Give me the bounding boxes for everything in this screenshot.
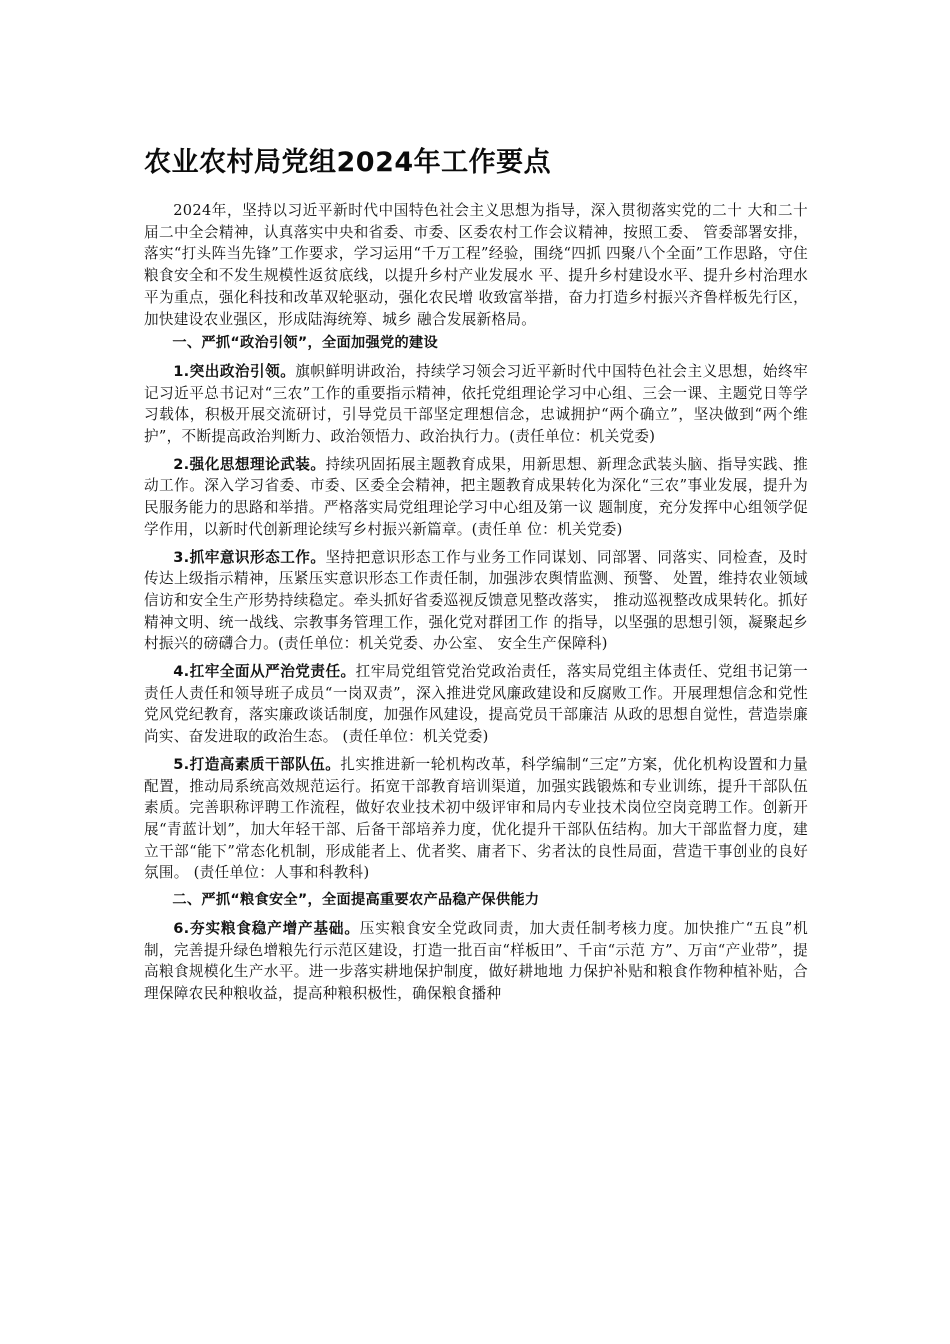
item-6 [144, 918, 808, 1005]
item-2 [144, 454, 808, 541]
item-1 [144, 361, 808, 448]
item-3-lead: 3.抓牢意识形态工作。 [173, 548, 326, 566]
item-5-text: 扎实推进新一轮机构改革，科学编制“三定”方案，优化机构设置和力量配置，推动局系统高效规范运行。拓宽干部教育培训渠道，加强实践锻炼和专业训练，提升干部队伍素质。完善职称评聘工作流程，做好农业技术初中级评审和局内专业技术岗位空岗竞聘工作。创新开展“青蓝计划”，加大年轻干部、后备干部培养力度，优化提升干部队伍结构。加大干部监督力度，建立干部“能下”常态化机制，形成能者上、优者奖、庸者下、劣者汰的良性局面，营造干事创业的良好氛围。 (责任单位：人事和科教科) [144, 755, 808, 882]
section-2-heading: 二、严抓“粮食安全”，全面提高重要农产品稳产保供能力 [172, 892, 540, 909]
item-3-text: 坚持把意识形态工作与业务工作同谋划、同部署、同落实、同检查，及时传达上级指示精神，压紧压实意识形态工作责任制，加强涉农舆情监测、预警、 处置，维持农业领域信访和安全生产形势持续稳定。牵头抓好省委巡视反馈意见整改落实， 推动巡视整改成果转化。抓好精神文明、统一战线、宗教事务管理工作，强化党对群团工作 的指导，以坚强的思想引领，凝聚起乡村振兴的磅礴合力。(责任单位：机关党委、办公室、 安全生产保障科) [144, 548, 808, 653]
item-6-lead: 6.夯实粮食稳产增产基础。 [173, 919, 360, 937]
item-5-lead: 5.打造高素质干部队伍。 [173, 755, 341, 773]
item-3 [144, 547, 808, 656]
item-2-text: 持续巩固拓展主题教育成果，用新思想、新理念武装头脑、指导实践、推动工作。深入学习省委、市委、区委全会精神，把主题教育成果转化为深化“三农”事业发展，提升为民服务能力的思路和举措。严格落实局党组理论学习中心组及第一议 题制度，充分发挥中心组领学促学作用，以新时代创新理论续写乡村振兴新篇章。(责任单 位：机关党委) [144, 455, 808, 538]
item-5 [144, 754, 808, 884]
section-1-heading: 一、严抓“政治引领”，全面加强党的建设 [172, 335, 438, 352]
item-6-text: 压实粮食安全党政同责，加大责任制考核力度。加快推广“五良”机制，完善提升绿色增粮先行示范区建设，打造一批百亩“样板田”、千亩“示范 方”、万亩“产业带”，提高粮食规模化生产水平。进一步落实耕地保护制度，做好耕地地 力保护补贴和粮食作物种植补贴，合理保障农民种粮收益，提高种粮积极性，确保粮食播种 [144, 919, 808, 1002]
intro-paragraph: 2024年，坚持以习近平新时代中国特色社会主义思想为指导，深入贯彻落实党的二十 大和二十届二中全会精神，认真落实中央和省委、市委、区委农村工作会议精神，按照工委、 管委部署安排，落实“打头阵当先锋”工作要求，学习运用“千万工程”经验，围绕“四抓 四聚八个全面”工作思路，守住粮食安全和不发生规模性返贫底线，以提升乡村产业发展水 平、提升乡村建设水平、提升乡村治理水平为重点，强化科技和改革双轮驱动，强化农民增 收致富举措，奋力打造乡村振兴齐鲁样板先行区，加快建设农业强区，形成陆海统筹、城乡 融合发展新格局。 [144, 202, 808, 328]
item-1-lead: 1.突出政治引领。 [173, 362, 296, 380]
item-2-lead: 2.强化思想理论武装。 [173, 455, 326, 473]
item-4-text: 扛牢局党组管党治党政治责任，落实局党组主体责任、党组书记第一责任人责任和领导班子成员“一岗双责”，深入推进党风廉政建设和反腐败工作。开展理想信念和党性党风党纪教育，落实廉政谈话制度，加强作风建设，提高党员干部廉洁 从政的思想自觉性，营造崇廉尚实、奋发进取的政治生态。 (责任单位：机关党委) [144, 663, 808, 746]
item-4-lead: 4.扛牢全面从严治党责任。 [173, 663, 356, 681]
document-body [144, 200, 808, 1011]
item-1-text: 旗帜鲜明讲政治，持续学习领会习近平新时代中国特色社会主义思想，始终牢记习近平总书记对“三农”工作的重要指示精神，依托党组理论学习中心组、三会一课、主题党日等学习载体，积极开展交流研讨，引导党员干部坚定理想信念，忠诚拥护“两个确立”，坚决做到“两个维护”，不断提高政治判断力、政治领悟力、政治执行力。(责任单位：机关党委) [144, 362, 808, 446]
item-4 [144, 661, 808, 748]
document-title: 农业农村局党组2024年工作要点 [144, 147, 552, 178]
